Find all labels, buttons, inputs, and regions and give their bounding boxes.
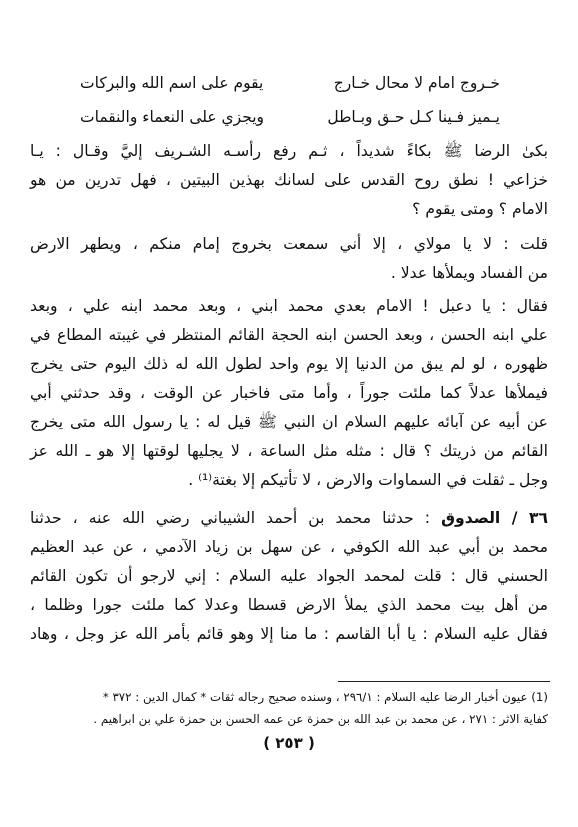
poem-verse-2-left: ويجزي على النعماء والنقمات xyxy=(80,108,265,126)
hadith-number: ٣٦ / الصدوق xyxy=(441,509,549,527)
hadith-line-1 xyxy=(30,504,548,532)
hadith-line-5: فقال عليه السلام : يا أبا القاسم : ما منا إلا وهو قائم بأمر الله عز وجل ، وهاد xyxy=(30,625,548,643)
body-line-9: فيملأها عدلاً كما ملئت جوراً ، وأما متى فاخبار عن الوقت ، وقد حدثني أبي xyxy=(30,384,548,402)
body-line-6: فقال : يا دعبل ! الامام بعدي محمد ابني ، وبعد محمد ابنه علي ، وبعد xyxy=(30,297,548,315)
footnote-2: كفاية الاثر : ٢٧١ ، عن محمد بن عبد الله بن حمزة عن عمه الحسن بن حمزة علي بن ابراهيم . xyxy=(93,712,548,726)
body-line-2: خزاعي ! نطق روح القدس على لسانك بهذين البيتين ، فهل تدرين من هو xyxy=(30,171,548,189)
poem-verse-2 xyxy=(80,108,500,134)
hadith-line-1-text: : حدثنا محمد بن أحمد الشيباني رضي الله عنه ، حدثنا xyxy=(30,509,442,527)
hadith-line-3: الحسني قال : قلت لمحمد الجواد عليه السلام : إني لارجو أن تكون القائم xyxy=(30,567,548,585)
poem-verse-1-left: يقوم على اسم الله والبركات xyxy=(80,74,264,92)
poem-verse-2-right: يـميز فـينا كـل حـق وبـاطل xyxy=(327,108,500,126)
footnote-divider xyxy=(338,681,550,682)
body-line-11: القائم من ذريتك ؟ قال : مثله مثل الساعة ، لا يجليها لوقتها إلا هو ـ الله عز xyxy=(30,442,548,460)
body-line-8: ظهوره ، لو لم يبق من الدنيا إلا يوم واحد لطول الله له ذلك اليوم حتى يخرج xyxy=(30,355,548,373)
poem-verse-1-right: خـروج امام لا محال خـارج xyxy=(333,74,500,92)
body-line-5: من الفساد ويملأها عدلا . xyxy=(390,264,548,282)
body-line-12: وجل ـ ثقلت في السماوات والارض ، لا تأتيكم إلا بغتة⁽¹⁾ . xyxy=(188,471,548,489)
body-line-4: قلت : لا يا مولاي ، إلا أني سمعت بخروج إمام منكم ، ويطهر الارض xyxy=(30,235,548,253)
page-number: ( ٢٥٣ ) xyxy=(263,734,315,752)
hadith-line-4: من أهل بيت محمد الذي يملأ الارض قسطا وعدلا كما ملئت جورا وظلما ، xyxy=(30,596,548,614)
body-line-1: بكىٰ الرضا ﷺ بكاءً شديداً ، ثـم رفع رأسـه الشـريف إليَّ وقـال : يـا xyxy=(30,142,548,160)
poem-verse-1 xyxy=(80,74,500,100)
body-line-3: الامام ؟ ومتى يقوم ؟ xyxy=(412,200,548,218)
hadith-line-2: محمد بن أبي عبد الله الكوفي ، عن سهل بن زياد الآدمي ، عن عبد العظيم xyxy=(30,538,548,556)
footnote-1: (1) عيون أخبار الرضا عليه السلام : ٢٩٦/١ ، وسنده صحيح رجاله ثقات * كمال الدين : ٣٧٢ * xyxy=(102,690,548,704)
body-line-7: علي ابنه الحسن ، وبعد الحسن ابنه الحجة القائم المنتظر في غيبته المطاع في xyxy=(30,326,548,344)
body-line-10: عن أبيه عن آبائه عليهم السلام ان النبي ﷺ قيل له : يا رسول الله متى يخرج xyxy=(30,413,548,431)
